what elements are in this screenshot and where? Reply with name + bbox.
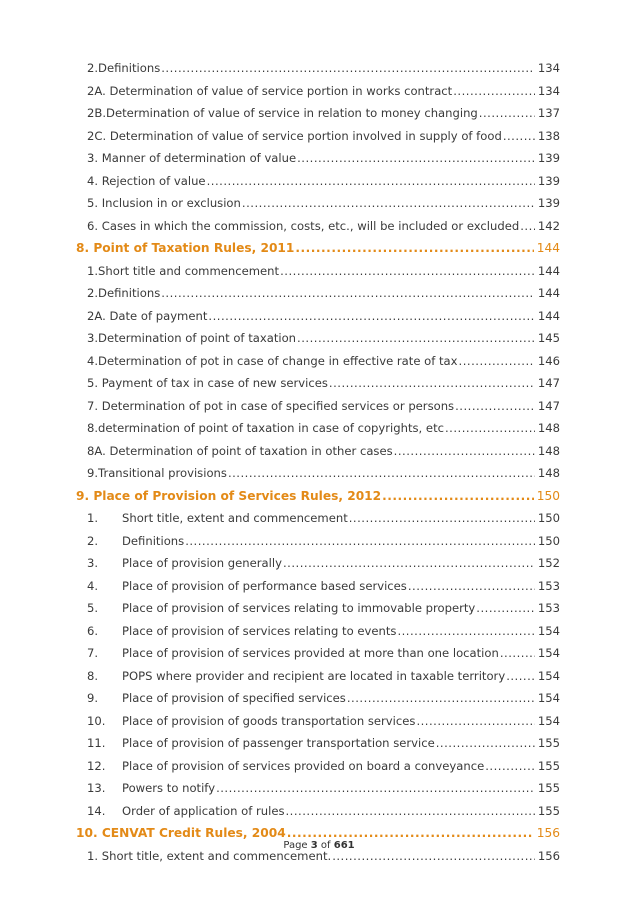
- toc-entry-number: 12.: [87, 758, 106, 773]
- toc-dot-leader: [506, 667, 535, 685]
- toc-entry-page-number: 155: [537, 781, 560, 795]
- toc-entry[interactable]: [87, 374, 560, 392]
- toc-entry-title: 3. Manner of determination of value: [87, 151, 297, 165]
- toc-entry-title: Place of provision of goods transportation services: [122, 713, 416, 728]
- toc-dot-leader: [500, 644, 535, 662]
- toc-entry[interactable]: [87, 172, 560, 190]
- toc-entry-page-number: 153: [537, 601, 560, 615]
- toc-dot-leader: [185, 532, 535, 550]
- toc-entry-title: Short title, extent and commencement: [122, 511, 348, 525]
- toc-dot-leader: [397, 622, 534, 640]
- toc-dot-leader: [228, 464, 535, 482]
- toc-entry[interactable]: [87, 779, 560, 797]
- toc-section-entry[interactable]: [76, 487, 560, 505]
- toc-entry-page-number: 137: [537, 106, 560, 120]
- toc-entry-page-number: 144: [537, 286, 560, 300]
- toc-entry[interactable]: [87, 802, 560, 820]
- toc-entry[interactable]: [87, 82, 560, 100]
- toc-entry-page-number: 144: [536, 241, 560, 255]
- toc-entry-page-number: 139: [537, 151, 560, 165]
- toc-dot-leader: [295, 239, 533, 257]
- toc-entry-title: 3.Determination of point of taxation: [87, 331, 297, 345]
- toc-entry-title: Place of provision of performance based services: [122, 578, 407, 593]
- toc-entry[interactable]: [87, 149, 560, 167]
- toc-dot-leader: [485, 757, 535, 775]
- toc-entry-page-number: 134: [537, 61, 560, 75]
- toc-entry-page-number: 147: [537, 398, 560, 413]
- toc-entry[interactable]: [87, 194, 560, 212]
- toc-entry[interactable]: [87, 734, 560, 752]
- toc-entry[interactable]: [87, 217, 560, 235]
- toc-entry-page-number: 156: [536, 826, 560, 840]
- toc-entry[interactable]: [87, 419, 560, 437]
- toc-dot-leader: [436, 734, 535, 752]
- toc-entry[interactable]: [87, 554, 560, 572]
- toc-entry-title: 2B.Determination of value of service in relation to money changing: [87, 106, 478, 120]
- page-footer: [0, 840, 638, 851]
- toc-entry[interactable]: [87, 509, 560, 527]
- toc-entry-title: 2C. Determination of value of service portion involved in supply of food: [87, 128, 502, 143]
- toc-entry-title: 1. Short title, extent and commencement.: [87, 848, 332, 863]
- toc-entry-page-number: 154: [537, 691, 560, 705]
- toc-dot-leader: [329, 374, 535, 392]
- toc-entry-page-number: 148: [537, 421, 560, 435]
- toc-entry[interactable]: [87, 689, 560, 707]
- toc-entry[interactable]: [87, 104, 560, 122]
- toc-entry-title: 4.Determination of pot in case of change in effective rate of tax: [87, 353, 458, 368]
- toc-entry-number: 2.: [87, 533, 99, 548]
- toc-dot-leader: [459, 352, 535, 370]
- toc-entry[interactable]: [87, 59, 560, 77]
- toc-entry-number: 7.: [87, 646, 99, 660]
- toc-entry-title: Order of application of rules: [122, 803, 285, 818]
- toc-dot-leader: [503, 127, 535, 145]
- toc-entry-title: 1.Short title and commencement: [87, 263, 280, 278]
- toc-entry-title: Place of provision of services relating to immovable property: [122, 601, 476, 615]
- toc-entry-number: 11.: [87, 736, 106, 750]
- toc-dot-leader: [297, 149, 535, 167]
- toc-entry-title: 8. Point of Taxation Rules, 2011: [76, 241, 295, 255]
- toc-entry-page-number: 139: [537, 173, 560, 188]
- toc-entry[interactable]: [87, 464, 560, 482]
- toc-entry-title: 2A. Date of payment: [87, 308, 208, 323]
- toc-entry-title: 10. CENVAT Credit Rules, 2004: [76, 826, 286, 840]
- toc-entry[interactable]: [87, 644, 560, 662]
- toc-entry-title: 5. Payment of tax in case of new services: [87, 376, 328, 390]
- toc-entry-title: Place of provision of passenger transportation service: [122, 736, 435, 750]
- toc-entry[interactable]: [87, 532, 560, 550]
- toc-entry-page-number: 148: [537, 466, 560, 480]
- toc-entry-page-number: 146: [537, 353, 560, 368]
- toc-dot-leader: [476, 599, 535, 617]
- footer-of: of: [317, 840, 334, 851]
- toc-entry-title: Place of provision generally: [122, 556, 282, 570]
- toc-dot-leader: [394, 442, 535, 460]
- footer-current-page: 3: [310, 840, 318, 851]
- toc-entry-page-number: 155: [537, 758, 560, 773]
- toc-entry[interactable]: [87, 329, 560, 347]
- toc-entry[interactable]: [87, 599, 560, 617]
- toc-entry-page-number: 142: [537, 218, 560, 233]
- toc-entry-title: Place of provision of services provided on board a conveyance: [122, 758, 485, 773]
- toc-entry-page-number: 154: [537, 713, 560, 728]
- toc-entry-page-number: 154: [537, 623, 560, 638]
- toc-dot-leader: [242, 194, 535, 212]
- toc-entry-number: 9.: [87, 691, 99, 705]
- toc-entry[interactable]: [87, 712, 560, 730]
- toc-entry-title: 6. Cases in which the commission, costs, etc., will be included or excluded: [87, 218, 520, 233]
- toc-entry-title: 7. Determination of pot in case of specified services or persons: [87, 398, 455, 413]
- toc-dot-leader: [445, 419, 535, 437]
- toc-entry[interactable]: [87, 262, 560, 280]
- toc-dot-leader: [297, 329, 535, 347]
- toc-dot-leader: [349, 509, 535, 527]
- toc-dot-leader: [161, 284, 535, 302]
- toc-dot-leader: [382, 487, 534, 505]
- toc-entry-page-number: 144: [537, 263, 560, 278]
- toc-entry-page-number: 152: [537, 556, 560, 570]
- toc-dot-leader: [479, 104, 535, 122]
- toc-entry-number: 3.: [87, 556, 99, 570]
- toc-dot-leader: [216, 779, 535, 797]
- toc-entry-title: 2.Definitions: [87, 286, 161, 300]
- toc-entry[interactable]: [87, 757, 560, 775]
- toc-dot-leader: [208, 307, 534, 325]
- toc-entry-number: 10.: [87, 713, 106, 728]
- toc-entry-page-number: 154: [537, 668, 560, 683]
- toc-entry-page-number: 153: [537, 578, 560, 593]
- toc-entry-title: 2A. Determination of value of service portion in works contract: [87, 83, 453, 98]
- toc-entry-title: Place of provision of specified services: [122, 691, 346, 705]
- toc-entry-title: 2.Definitions: [87, 61, 161, 75]
- toc-dot-leader: [416, 712, 534, 730]
- toc-entry-page-number: 138: [537, 128, 560, 143]
- toc-dot-leader: [347, 689, 535, 707]
- toc-entry-title: 8A. Determination of point of taxation in other cases: [87, 443, 393, 458]
- toc-entry[interactable]: [87, 307, 560, 325]
- toc-entry-page-number: 139: [537, 196, 560, 210]
- toc-dot-leader: [280, 262, 535, 280]
- toc-entry-page-number: 150: [537, 511, 560, 525]
- toc-dot-leader: [161, 59, 535, 77]
- toc-entry-number: 4.: [87, 578, 99, 593]
- footer-total-pages: 661: [333, 840, 355, 851]
- toc-dot-leader: [408, 577, 535, 595]
- toc-entry-title: POPS where provider and recipient are located in taxable territory: [122, 668, 506, 683]
- toc-entry[interactable]: [87, 622, 560, 640]
- toc-entry[interactable]: [87, 667, 560, 685]
- toc-entry[interactable]: [87, 442, 560, 460]
- toc-entry-page-number: 155: [537, 736, 560, 750]
- toc-entry[interactable]: [87, 577, 560, 595]
- toc-entry-title: 9. Place of Provision of Services Rules, 2012: [76, 488, 382, 503]
- toc-entry-page-number: 155: [537, 803, 560, 818]
- toc-entry-number: 8.: [87, 668, 99, 683]
- toc-entry-title: 9.Transitional provisions: [87, 466, 227, 480]
- toc-entry-title: 4. Rejection of value: [87, 173, 206, 188]
- toc-section-entry[interactable]: [76, 239, 560, 257]
- toc-entry-page-number: 147: [537, 376, 560, 390]
- footer-prefix: Page: [283, 840, 311, 851]
- toc-entry-page-number: 150: [537, 533, 560, 548]
- toc-entry-title: Place of provision of services provided at more than one location: [122, 646, 499, 660]
- toc-dot-leader: [286, 802, 535, 820]
- toc-entry-page-number: 144: [537, 308, 560, 323]
- toc-entry-page-number: 154: [537, 646, 560, 660]
- toc-dot-leader: [453, 82, 535, 100]
- toc-entry-title: 8.determination of point of taxation in case of copyrights, etc: [87, 421, 444, 435]
- toc-entry-number: 14.: [87, 803, 106, 818]
- toc-entry-number: 5.: [87, 601, 99, 615]
- toc-entry-title: Powers to notify: [122, 781, 216, 795]
- toc-dot-leader: [207, 172, 535, 190]
- toc-entry[interactable]: [87, 284, 560, 302]
- toc-entry-page-number: 148: [537, 443, 560, 458]
- toc-entry[interactable]: [87, 127, 560, 145]
- toc-entry-number: 6.: [87, 623, 99, 638]
- toc-dot-leader: [455, 397, 535, 415]
- toc-entry-title: Place of provision of services relating to events: [122, 623, 397, 638]
- toc-entry-page-number: 145: [537, 331, 560, 345]
- toc-entry[interactable]: [87, 397, 560, 415]
- toc-entry-page-number: 134: [537, 83, 560, 98]
- toc-entry-title: 5. Inclusion in or exclusion: [87, 196, 241, 210]
- toc-entry[interactable]: [87, 352, 560, 370]
- toc-dot-leader: [520, 217, 535, 235]
- toc-entry-number: 13.: [87, 781, 106, 795]
- toc-entry-title: Definitions: [122, 533, 185, 548]
- toc-entry-page-number: 150: [536, 488, 560, 503]
- toc-entry-page-number: 156: [537, 848, 560, 863]
- toc-entry-number: 1.: [87, 511, 99, 525]
- toc-dot-leader: [283, 554, 535, 572]
